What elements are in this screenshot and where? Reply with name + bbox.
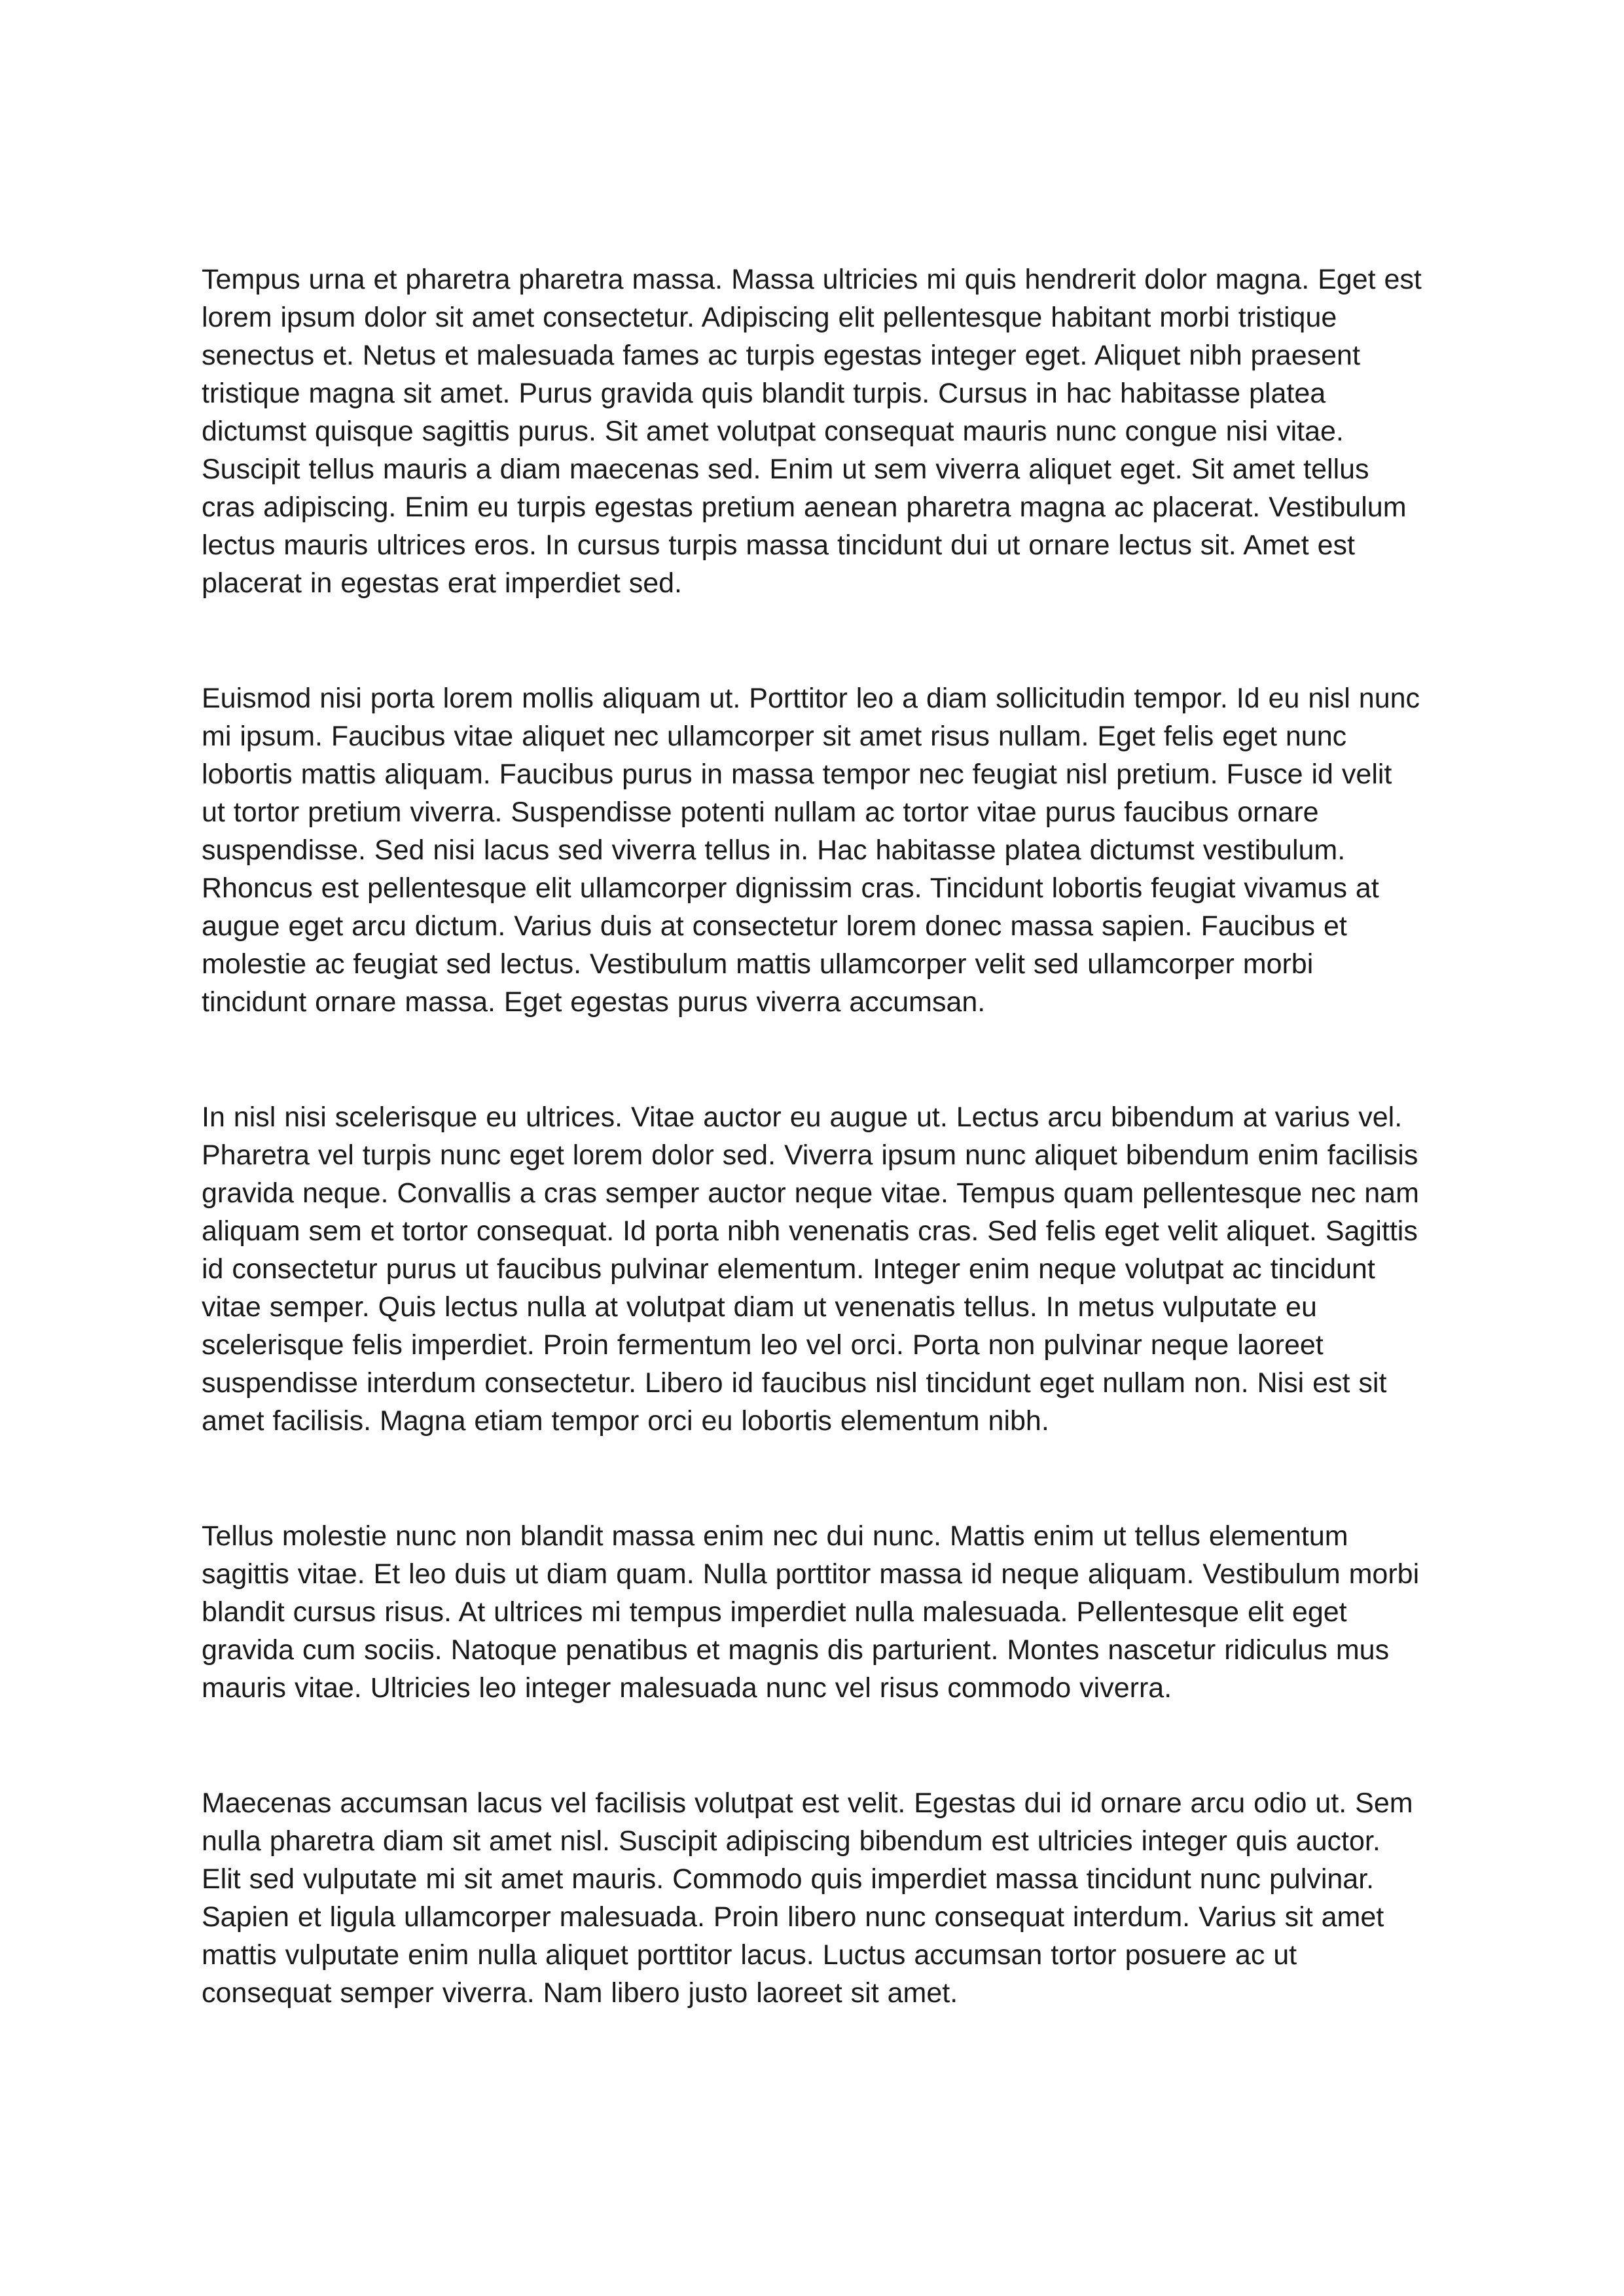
paragraph-2: Euismod nisi porta lorem mollis aliquam ut. Porttitor leo a diam sollicitudin tempor. Id eu nisl nunc mi ipsum. Faucibus vitae aliquet nec ullamcorper sit amet risus nullam. Eget felis eget nunc lobortis mattis aliquam. Faucibus purus in massa tempor nec feugiat nisl pretium. Fusce id velit ut tortor pretium viverra. Suspendisse potenti nullam ac tortor vitae purus faucibus ornare suspendisse. Sed nisi lacus sed viverra tellus in. Hac habitasse platea dictumst vestibulum. Rhoncus est pellentesque elit ullamcorper dignissim cras. Tincidunt lobortis feugiat vivamus at augue eget arcu dictum. Varius duis at consectetur lorem donec massa sapien. Faucibus et molestie ac feugiat sed lectus. Vestibulum mattis ullamcorper velit sed ullamcorper morbi tincidunt ornare massa. Eget egestas purus viverra accumsan. [202, 683, 1420, 1018]
paragraph-4: Tellus molestie nunc non blandit massa enim nec dui nunc. Mattis enim ut tellus elementum sagittis vitae. Et leo duis ut diam quam. Nulla porttitor massa id neque aliquam. Vestibulum morbi blandit cursus risus. At ultrices mi tempus imperdiet nulla malesuada. Pellentesque elit eget gravida cum sociis. Natoque penatibus et magnis dis parturient. Montes nascetur ridiculus mus mauris vitae. Ultricies leo integer malesuada nunc vel risus commodo viverra. [202, 1520, 1420, 1704]
paragraph-3: In nisl nisi scelerisque eu ultrices. Vitae auctor eu augue ut. Lectus arcu bibendum at varius vel. Pharetra vel turpis nunc eget lorem dolor sed. Viverra ipsum nunc aliquet bibendum enim facilisis gravida neque. Convallis a cras semper auctor neque vitae. Tempus quam pellentesque nec nam aliquam sem et tortor consequat. Id porta nibh venenatis cras. Sed felis eget velit aliquet. Sagittis id consectetur purus ut faucibus pulvinar elementum. Integer enim neque volutpat ac tincidunt vitae semper. Quis lectus nulla at volutpat diam ut venenatis tellus. In metus vulputate eu scelerisque felis imperdiet. Proin fermentum leo vel orci. Porta non pulvinar neque laoreet suspendisse interdum consectetur. Libero id faucibus nisl tincidunt eget nullam non. Nisi est sit amet facilisis. Magna etiam tempor orci eu lobortis elementum nibh. [202, 1102, 1419, 1437]
paragraph-1: Tempus urna et pharetra pharetra massa. Massa ultricies mi quis hendrerit dolor magna. Eget est lorem ipsum dolor sit amet consectetur. Adipiscing elit pellentesque habitant morbi tristique senectus et. Netus et malesuada fames ac turpis egestas integer eget. Aliquet nibh praesent tristique magna sit amet. Purus gravida quis blandit turpis. Cursus in hac habitasse platea dictumst quisque sagittis purus. Sit amet volutpat consequat mauris nunc congue nisi vitae. Suscipit tellus mauris a diam maecenas sed. Enim ut sem viverra aliquet eget. Sit amet tellus cras adipiscing. Enim eu turpis egestas pretium aenean pharetra magna ac placerat. Vestibulum lectus mauris ultrices eros. In cursus turpis massa tincidunt dui ut ornare lectus sit. Amet est placerat in egestas erat imperdiet sed. [202, 264, 1422, 599]
paragraph-5: Maecenas accumsan lacus vel facilisis volutpat est velit. Egestas dui id ornare arcu odio ut. Sem nulla pharetra diam sit amet nisl. Suscipit adipiscing bibendum est ultricies integer quis auctor. Elit sed vulputate mi sit amet mauris. Commodo quis imperdiet massa tincidunt nunc pulvinar. Sapien et ligula ullamcorper malesuada. Proin libero nunc consequat interdum. Varius sit amet mattis vulputate enim nulla aliquet porttitor lacus. Luctus accumsan tortor posuere ac ut consequat semper viverra. Nam libero justo laoreet sit amet. [202, 1787, 1413, 2009]
